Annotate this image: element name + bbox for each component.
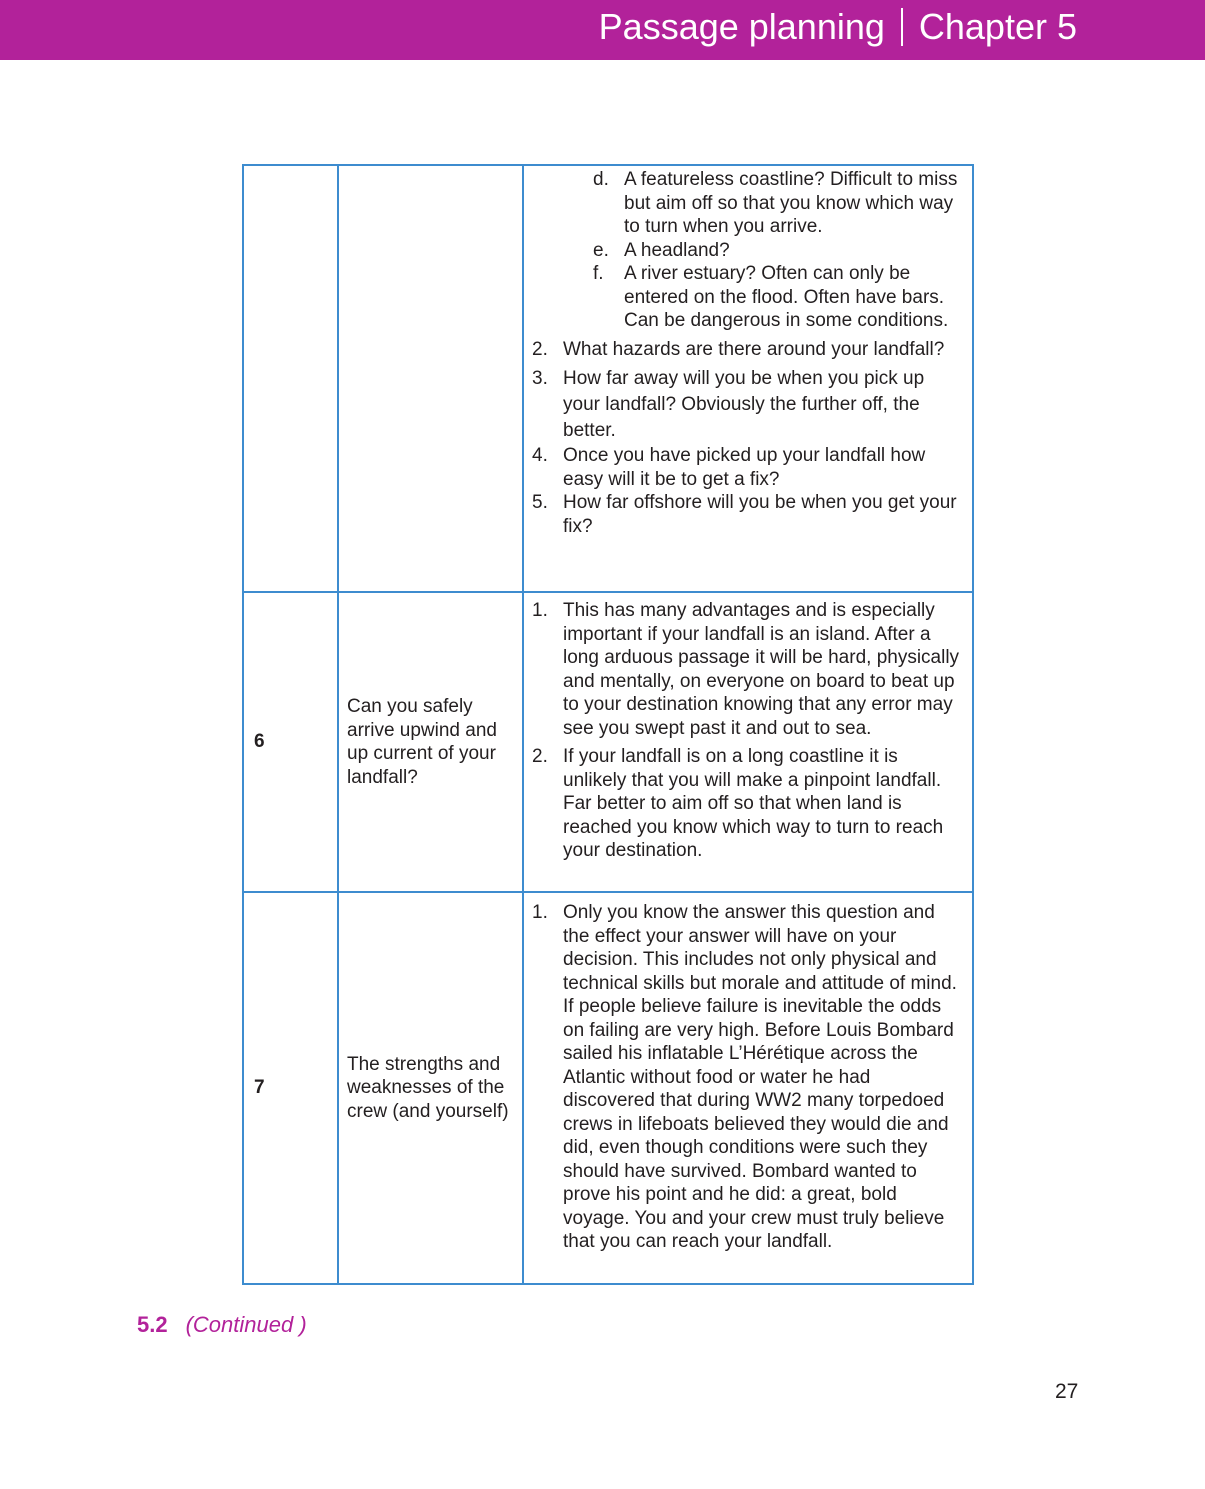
- row-question: Can you safely arrive upwind and up current of your landfall?: [338, 592, 523, 892]
- row-number: [243, 165, 338, 592]
- list-item: 1. Only you know the answer this question and the effect your answer will have on your decision. This includes not only physical and technical skills but morale and attitude of mind. If people believe failure is inevitable the odds on failing are very high. Before Louis Bombard sailed his inflatable L’Hérétique across the Atlantic without food or water he had discovered that during WW2 many torpedoed crews in lifeboats believed they would die and did, even though conditions were such they should have survived. Bombard wanted to prove his point and he did: a great, bold voyage. You and your crew must truly believe that you can reach your landfall.: [532, 902, 957, 1252]
- list-item: 2. What hazards are there around your landfall?: [532, 338, 945, 360]
- table-row: [243, 165, 973, 592]
- header-text: [599, 4, 1077, 50]
- row-question: The strengths and weaknesses of the crew (and yourself): [338, 892, 523, 1284]
- page-number: 27: [1055, 1380, 1079, 1403]
- row-question: [338, 165, 523, 592]
- table-row: [243, 892, 973, 1284]
- list-item: 5. How far offshore will you be when you get your fix?: [532, 492, 957, 537]
- running-header: [0, 0, 1205, 60]
- passage-planning-table: [242, 164, 974, 1285]
- list-item: 2. If your landfall is on a long coastline it is unlikely that you will make a pinpoint landfall. Far better to aim off so that when land is reached you know which way to turn to reach your destination.: [532, 746, 944, 861]
- row-number: 7: [243, 892, 338, 1284]
- sub-list: [532, 168, 966, 333]
- list-item: e. A headland?: [593, 239, 730, 261]
- row-answer: [523, 892, 973, 1284]
- section-title: Passage planning: [598, 6, 885, 47]
- table-caption: [137, 1312, 307, 1338]
- table-number: 5.2: [137, 1312, 168, 1337]
- list-item: d. A featureless coastline? Difficult to miss but aim off so that you know which way to turn when you arrive.: [593, 169, 958, 237]
- list-item: 1. This has many advantages and is especially important if your landfall is an island. After a long arduous passage it will be hard, physically and mentally, on everyone on board to beat up to your destination knowing that any error may see you swept past it and out to sea.: [532, 600, 960, 739]
- row-number: 6: [243, 592, 338, 892]
- row-answer: [523, 592, 973, 892]
- answer-list: [532, 338, 966, 539]
- header-divider: [901, 8, 903, 46]
- continued-label: (Continued ): [185, 1312, 307, 1337]
- answer-list: [532, 599, 966, 863]
- answer-list: [532, 901, 966, 1254]
- list-item: 4. Once you have picked up your landfall how easy will it be to get a fix?: [532, 445, 926, 490]
- table-row: [243, 592, 973, 892]
- row-answer: [523, 165, 973, 592]
- list-item: f. A river estuary? Often can only be entered on the flood. Often have bars. Can be dangerous in some conditions.: [593, 263, 949, 331]
- list-item: 3. How far away will you be when you pick up your landfall? Obviously the further off, the better.: [532, 368, 925, 441]
- chapter-title: Chapter 5: [918, 6, 1077, 47]
